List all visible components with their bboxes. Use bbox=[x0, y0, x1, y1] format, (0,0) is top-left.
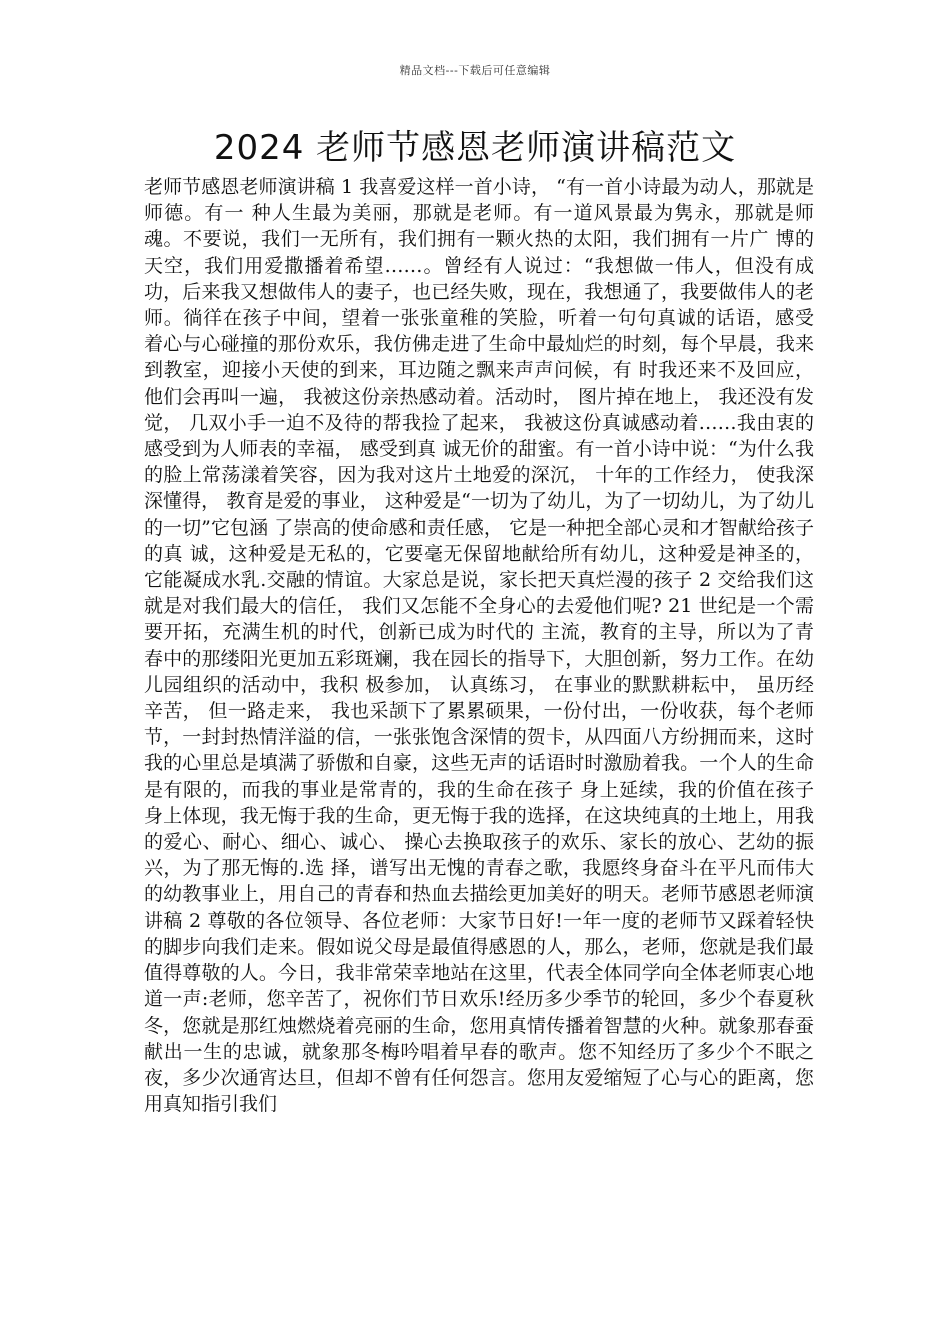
document-body: 老师节感恩老师演讲稿 1 我喜爱这样一首小诗， “有一首小诗最为动人，那就是师德。有一 种人生最为美丽，那就是老师。有一道风景最为隽永，那就是师魂。不要说，我们一无所有，我们拥有一颗火热的太阳，我们拥有一片广 博的天空，我们用爱撒播着希望……。曾经有人说过：“我想做一伟人，但没有成功，后来我又想做伟人的妻子，也已经失败，现在，我想通了，我要做伟人的老师。徜徉在孩子中间，望着一张张童稚的笑脸，听着一句句真诚的话语，感受 着心与心碰撞的那份欢乐，我仿佛走进了生命中最灿烂的时刻，每个早晨，我来到教室，迎接小天使的到来，耳边随之飘来声声问候，有 时我还来不及回应， 他们会再叫一遍， 我被这份亲热感动着。活动时， 图片掉在地上， 我还没有发觉， 几双小手一迫不及待的帮我捡了起来， 我被这份真诚感动着……我由衷的感受到为人师表的幸福， 感受到真 诚无价的甜蜜。有一首小诗中说：“为什么我的脸上常荡漾着笑容，因为我对这片土地爱的深沉， 十年的工作经力， 使我深深懂得， 教育是爱的事业， 这种爱是“一切为了幼儿，为了一切幼儿，为了幼儿的一切”它包涵 了崇高的使命感和责任感， 它是一种把全部心灵和才智献给孩子的真 诚，这种爱是无私的，它要毫无保留地献给所有幼儿，这种爱是神圣的，它能凝成水乳.交融的情谊。大家总是说，家长把天真烂漫的孩子 2 交给我们这就是对我们最大的信任， 我们又怎能不全身心的去爱他们呢? 21 世纪是一个需要开拓，充满生机的时代，创新已成为时代的 主流，教育的主导，所以为了青春中的那缕阳光更加五彩斑斓，我在园长的指导下，大胆创新，努力工作。在幼儿园组织的活动中，我积 极参加， 认真练习， 在事业的默默耕耘中， 虽历经辛苦， 但一路走来， 我也采颉下了累累硕果，一份付出，一份收获，每个老师节，一封封热情洋溢的信，一张张饱含深情的贺卡，从四面八方纷拥而来，这时 我的心里总是填满了骄傲和自豪，这些无声的话语时时激励着我。一个人的生命是有限的，而我的事业是常青的，我的生命在孩子 身上延续，我的价值在孩子身上体现，我无悔于我的生命，更无悔于我的选择，在这块纯真的土地上，用我的爱心、耐心、细心、诚心、 操心去换取孩子的欢乐、家长的放心、艺幼的振兴，为了那无悔的.选 择，谱写出无愧的青春之歌，我愿终身奋斗在平凡而伟大的幼教事业上，用自己的青春和热血去描绘更加美好的明天。老师节感恩老师演讲稿 2 尊敬的各位领导、各位老师：大家节日好!一年一度的老师节又踩着轻快的脚步向我们走来。假如说父母是最值得感恩的人，那么，老师，您就是我们最值得尊敬的人。今日，我非常荣幸地站在这里，代表全体同学向全体老师衷心地道一声:老师，您辛苦了，祝你们节日欢乐!经历多少季节的轮回，多少个春夏秋冬，您就是那红烛燃烧着亮丽的生命，您用真情传播着智慧的火种。就象那春蚕献出一生的忠诚，就象那冬梅吟唱着早春的歌声。您不知经历了多少个不眠之夜，多少次通宵达旦，但却不曾有任何怨言。您用友爱缩短了心与心的距离，您用真知指引我们 bbox=[144, 176, 814, 1116]
header-note: 精品文档---下载后可任意编辑 bbox=[399, 64, 551, 77]
document-title: 2024 老师节感恩老师演讲稿范文 bbox=[213, 128, 737, 168]
